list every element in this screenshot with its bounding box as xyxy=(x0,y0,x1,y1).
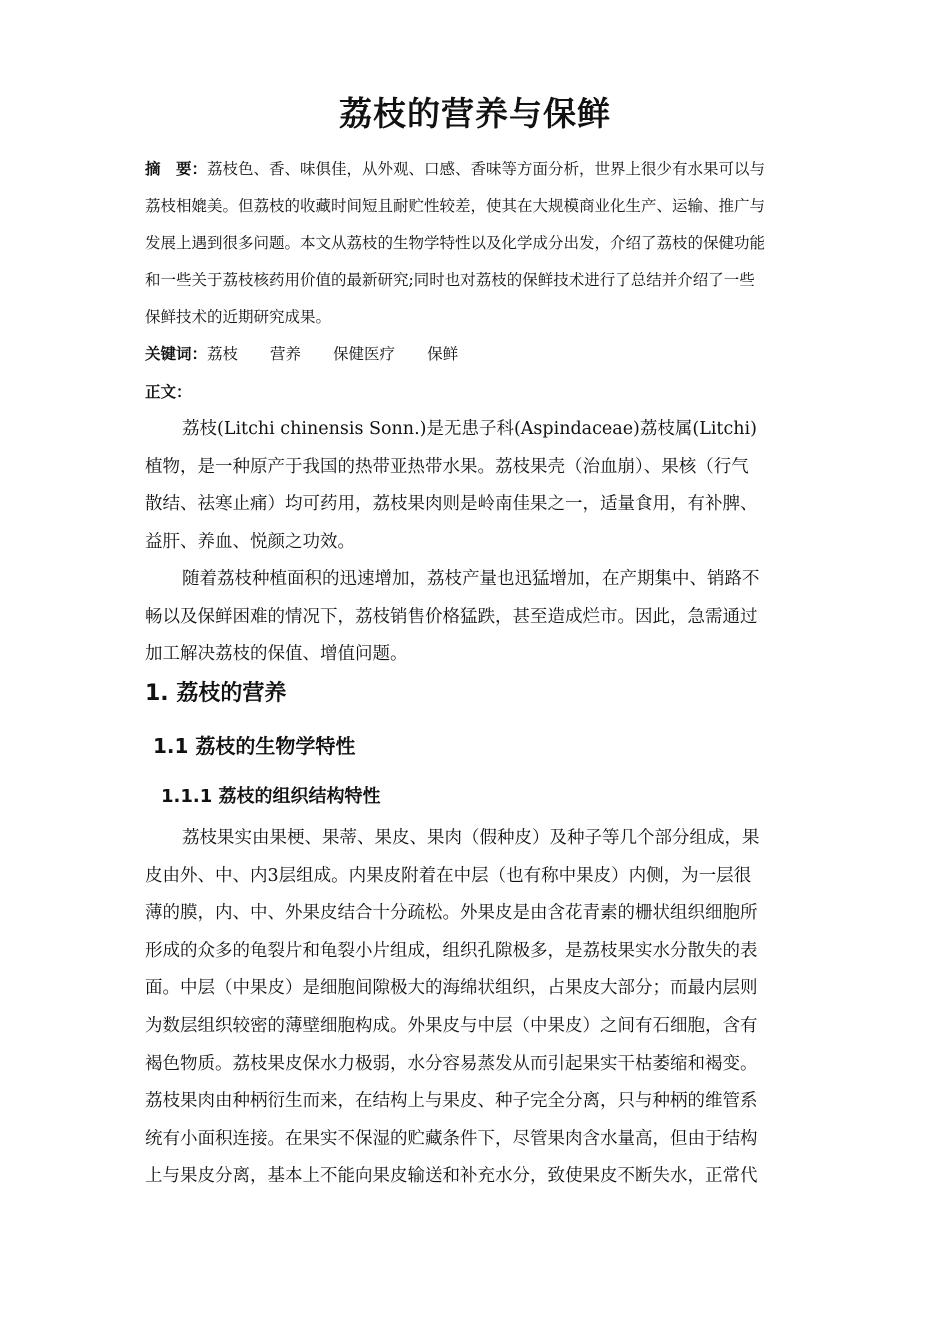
abstract xyxy=(145,151,825,336)
abstract-label: 摘 要： xyxy=(145,160,208,178)
paragraph-line: 形成的众多的龟裂片和龟裂小片组成，组织孔隙极多，是荔枝果实水分散失的表 xyxy=(145,940,758,961)
paragraph-structure xyxy=(145,820,825,1196)
paragraph-line: 植物，是一种原产于我国的热带亚热带水果。荔枝果壳（治血崩）、果核（行气 xyxy=(145,456,749,477)
paragraph-line: 荔枝果肉由种柄衍生而来，在结构上与果皮、种子完全分离，只与种柄的维管系 xyxy=(145,1091,758,1112)
abstract-line: 保鲜技术的近期研究成果。 xyxy=(145,308,332,326)
abstract-text: 荔枝色、香、味俱佳，从外观、口感、香味等方面分析，世界上很少有水果可以与 xyxy=(207,160,766,178)
section-heading-1-1-1: 1.1.1 荔枝的组织结构特性 xyxy=(161,786,381,807)
paragraph-line: 统有小面积连接。在果实不保湿的贮藏条件下，尽管果肉含水量高，但由于结构 xyxy=(145,1128,758,1149)
paragraph-line: 皮由外、中、内3层组成。内果皮附着在中层（也有称中果皮）内侧，为一层很 xyxy=(145,865,752,886)
paragraph-processing xyxy=(145,561,825,674)
abstract-line xyxy=(145,151,825,188)
paragraph-line: 面。中层（中果皮）是细胞间隙极大的海绵状组织，占果皮大部分；而最内层则 xyxy=(145,978,758,999)
paragraph-line: 散结、祛寒止痛）均可药用，荔枝果肉则是岭南佳果之一，适量食用，有补脾、 xyxy=(145,494,758,515)
abstract-line: 荔枝相媲美。但荔枝的收藏时间短且耐贮性较差，使其在大规模商业化生产、运输、推广与 xyxy=(145,197,766,215)
section-heading-1: 1. 荔枝的营养 xyxy=(145,681,287,706)
section-heading-1-1: 1.1 荔枝的生物学特性 xyxy=(153,734,356,758)
paragraph-line: 随着荔枝种植面积的迅速增加，荔枝产量也迅猛增加，在产期集中、销路不 xyxy=(182,569,760,589)
paragraph-line: 荔枝果实由果梗、果蒂、果皮、果肉（假种皮）及种子等几个部分组成，果 xyxy=(182,828,760,848)
keywords-label: 关键词： xyxy=(145,345,208,363)
keyword: 荔枝 xyxy=(207,345,239,363)
main-text-label: 正文： xyxy=(145,383,192,401)
keyword: 保健医疗 xyxy=(333,345,396,363)
paragraph-line: 加工解决荔枝的保值、增值问题。 xyxy=(145,644,408,665)
keywords xyxy=(145,342,490,364)
paragraph-line: 褐色物质。荔枝果皮保水力极弱，水分容易蒸发从而引起果实干枯萎缩和褐变。 xyxy=(145,1053,758,1074)
document-title: 荔枝的营养与保鲜 xyxy=(339,94,611,133)
paragraph-line: 为数层组织较密的薄壁细胞构成。外果皮与中层（中果皮）之间有石细胞，含有 xyxy=(145,1015,758,1036)
abstract-line: 和一些关于荔枝核药用价值的最新研究;同时也对荔枝的保鲜技术进行了总结并介绍了一些 xyxy=(145,271,755,289)
paragraph-line: 上与果皮分离，基本上不能向果皮输送和补充水分，致使果皮不断失水，正常代 xyxy=(145,1166,758,1187)
paragraph-line: 荔枝(Litchi chinensis Sonn.)是无患子科(Aspindaceae)荔枝属(Litchi) xyxy=(182,419,757,439)
paragraph-line: 薄的膜，内、中、外果皮结合十分疏松。外果皮是由含花青素的栅状组织细胞所 xyxy=(145,903,758,924)
keyword: 保鲜 xyxy=(427,345,459,363)
paragraph-line: 益肝、养血、悦颜之功效。 xyxy=(145,531,355,552)
paragraph-intro xyxy=(145,411,825,561)
paragraph-line: 畅以及保鲜困难的情况下，荔枝销售价格猛跌，甚至造成烂市。因此，急需通过 xyxy=(145,606,758,627)
abstract-line: 发展上遇到很多问题。本文从荔枝的生物学特性以及化学成分出发，介绍了荔枝的保健功能 xyxy=(145,234,766,252)
keyword: 营养 xyxy=(270,345,302,363)
